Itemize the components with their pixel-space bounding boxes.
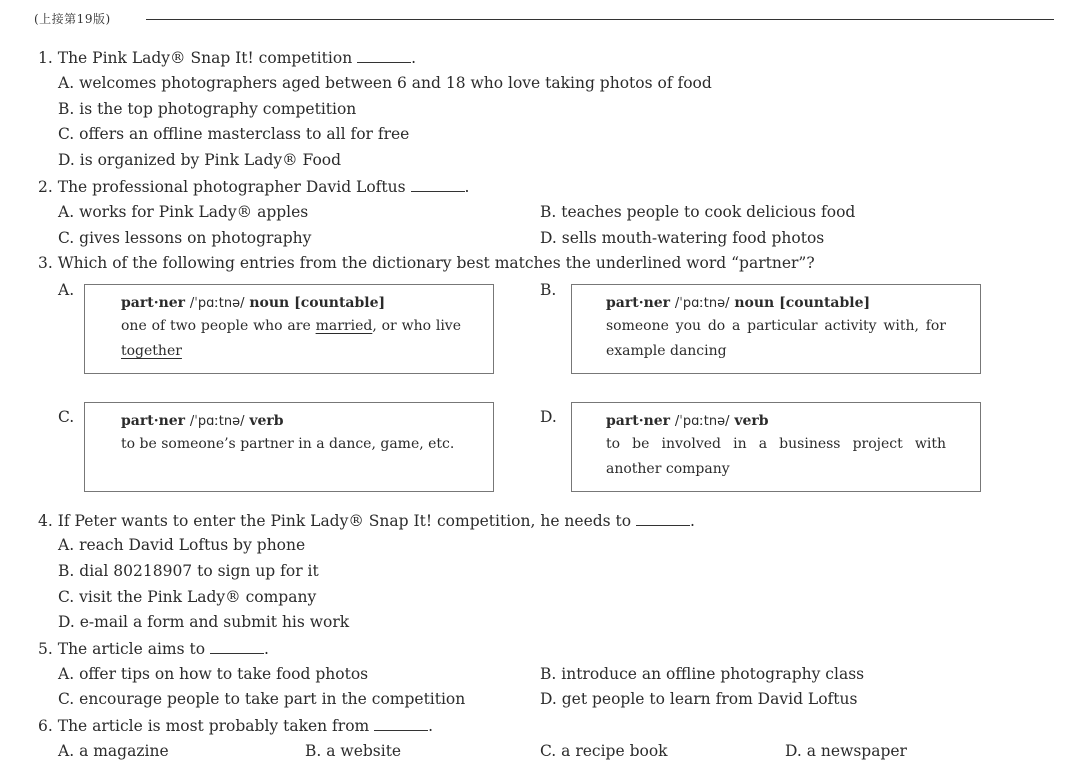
entry-word: part·ner <box>121 413 186 429</box>
question-stem: Which of the following entries from the dictionary best matches the underlined word “partner”? <box>57 254 815 272</box>
q1-option-a[interactable] <box>58 74 712 92</box>
entry-pos: noun [countable] <box>249 295 386 311</box>
option-letter: C. <box>58 229 75 247</box>
entry-headword-line <box>606 295 980 311</box>
option-letter: D. <box>540 229 557 247</box>
option-text: e-mail a form and submit his work <box>79 613 350 631</box>
option-letter: B. <box>58 100 75 118</box>
def-underlined: together <box>121 343 182 359</box>
entry-word: part·ner <box>121 295 186 311</box>
q6-option-a[interactable] <box>58 742 169 760</box>
q1-option-d[interactable] <box>58 151 341 169</box>
def-text: one of two people who are <box>121 318 316 334</box>
option-letter: D. <box>58 151 75 169</box>
q5-option-d[interactable] <box>540 690 857 708</box>
question-stem: The article is most probably taken from <box>57 717 370 735</box>
answer-blank[interactable] <box>374 716 428 731</box>
q1-option-b[interactable] <box>58 100 356 118</box>
option-letter: B. <box>305 742 322 760</box>
question-2 <box>38 177 469 196</box>
q6-option-c[interactable] <box>540 742 668 760</box>
option-letter: A. <box>58 203 75 221</box>
entry-headword-line <box>121 413 493 429</box>
answer-blank[interactable] <box>210 639 264 654</box>
dictionary-entry-a[interactable] <box>84 284 494 374</box>
entry-headword-line <box>121 295 493 311</box>
def-text: , or who live <box>372 318 462 334</box>
header-rule <box>146 19 1054 20</box>
question-number: 5. <box>38 640 53 658</box>
question-stem: The Pink Lady® Snap It! competition <box>57 49 353 67</box>
q4-option-c[interactable] <box>58 588 316 606</box>
option-letter: D. <box>58 613 75 631</box>
q2-option-a[interactable] <box>58 203 308 221</box>
option-letter: D. <box>785 742 802 760</box>
entry-c-letter[interactable]: C. <box>58 408 75 426</box>
entry-b-letter[interactable]: B. <box>540 281 557 299</box>
question-number: 3. <box>38 254 53 272</box>
answer-blank[interactable] <box>357 48 411 63</box>
option-text: teaches people to cook delicious food <box>561 203 856 221</box>
question-number: 2. <box>38 178 53 196</box>
answer-blank[interactable] <box>411 177 465 192</box>
option-text: a website <box>326 742 402 760</box>
option-letter: A. <box>58 74 75 92</box>
option-text: offer tips on how to take food photos <box>79 665 369 683</box>
question-stem: If Peter wants to enter the Pink Lady® Snap It! competition, he needs to <box>57 512 632 530</box>
option-text: welcomes photographers aged between 6 and 18 who love taking photos of food <box>79 74 712 92</box>
option-letter: D. <box>540 690 557 708</box>
entry-a-letter[interactable]: A. <box>58 281 75 299</box>
question-number: 1. <box>38 49 53 67</box>
entry-ipa: /ˈpɑːtnə/ <box>674 296 730 311</box>
entry-pos: verb <box>249 413 284 429</box>
option-text: sells mouth-watering food photos <box>561 229 825 247</box>
q5-option-b[interactable] <box>540 665 864 683</box>
entry-pos: verb <box>734 413 769 429</box>
q4-option-a[interactable] <box>58 536 305 554</box>
entry-definition: to be someone’s partner in a dance, game, etc. <box>121 436 455 452</box>
option-text: dial 80218907 to sign up for it <box>79 562 319 580</box>
question-end: . <box>264 640 269 658</box>
option-text: gives lessons on photography <box>79 229 312 247</box>
option-text: a magazine <box>79 742 169 760</box>
question-4 <box>38 511 695 530</box>
entry-word: part·ner <box>606 295 671 311</box>
option-text: a newspaper <box>806 742 907 760</box>
entry-ipa: /ˈpɑːtnə/ <box>189 414 245 429</box>
option-letter: B. <box>540 665 557 683</box>
q2-option-c[interactable] <box>58 229 311 247</box>
option-text: encourage people to take part in the competition <box>79 690 466 708</box>
option-text: introduce an offline photography class <box>561 665 865 683</box>
q5-option-a[interactable] <box>58 665 368 683</box>
entry-definition <box>121 314 461 364</box>
q6-option-d[interactable] <box>785 742 907 760</box>
continuation-header: (上接第19版) <box>34 12 111 26</box>
option-text: is organized by Pink Lady® Food <box>79 151 342 169</box>
question-end: . <box>464 178 470 196</box>
dictionary-entry-d[interactable] <box>571 402 981 492</box>
option-letter: C. <box>58 588 75 606</box>
option-text: is the top photography competition <box>79 100 357 118</box>
question-end: . <box>411 49 417 67</box>
question-1 <box>38 48 416 67</box>
q4-option-d[interactable] <box>58 613 349 631</box>
question-6 <box>38 716 433 735</box>
option-letter: A. <box>58 536 75 554</box>
q5-option-c[interactable] <box>58 690 465 708</box>
option-letter: A. <box>58 742 75 760</box>
option-text: get people to learn from David Loftus <box>561 690 858 708</box>
option-letter: C. <box>58 690 75 708</box>
entry-definition: someone you do a particular activity with, for example dancing <box>606 318 946 359</box>
question-stem: The article aims to <box>57 640 206 658</box>
question-end: . <box>428 717 434 735</box>
option-text: visit the Pink Lady® company <box>79 588 317 606</box>
option-letter: C. <box>58 125 75 143</box>
option-letter: A. <box>58 665 75 683</box>
option-letter: B. <box>540 203 557 221</box>
entry-pos: noun [countable] <box>734 295 871 311</box>
q2-option-b[interactable] <box>540 203 855 221</box>
question-3 <box>38 254 815 272</box>
q6-option-b[interactable] <box>305 742 401 760</box>
option-text: works for Pink Lady® apples <box>79 203 309 221</box>
entry-ipa: /ˈpɑːtnə/ <box>674 414 730 429</box>
def-underlined: married <box>315 318 373 334</box>
entry-d-letter[interactable]: D. <box>540 408 557 426</box>
option-text: reach David Loftus by phone <box>79 536 306 554</box>
entry-headword-line <box>606 413 980 429</box>
dictionary-entry-c[interactable] <box>84 402 494 492</box>
option-text: offers an offline masterclass to all for free <box>79 125 410 143</box>
question-stem: The professional photographer David Loftus <box>57 178 406 196</box>
option-letter: C. <box>540 742 557 760</box>
option-text: a recipe book <box>561 742 668 760</box>
entry-ipa: /ˈpɑːtnə/ <box>189 296 245 311</box>
question-end: . <box>690 512 695 530</box>
question-5 <box>38 639 269 658</box>
question-number: 4. <box>38 512 53 530</box>
answer-blank[interactable] <box>636 511 690 526</box>
entry-word: part·ner <box>606 413 671 429</box>
question-number: 6. <box>38 717 53 735</box>
entry-definition: to be involved in a business project with another company <box>606 436 946 477</box>
q4-option-b[interactable] <box>58 562 319 580</box>
option-letter: B. <box>58 562 75 580</box>
q2-option-d[interactable] <box>540 229 824 247</box>
dictionary-entry-b[interactable] <box>571 284 981 374</box>
q1-option-c[interactable] <box>58 125 409 143</box>
